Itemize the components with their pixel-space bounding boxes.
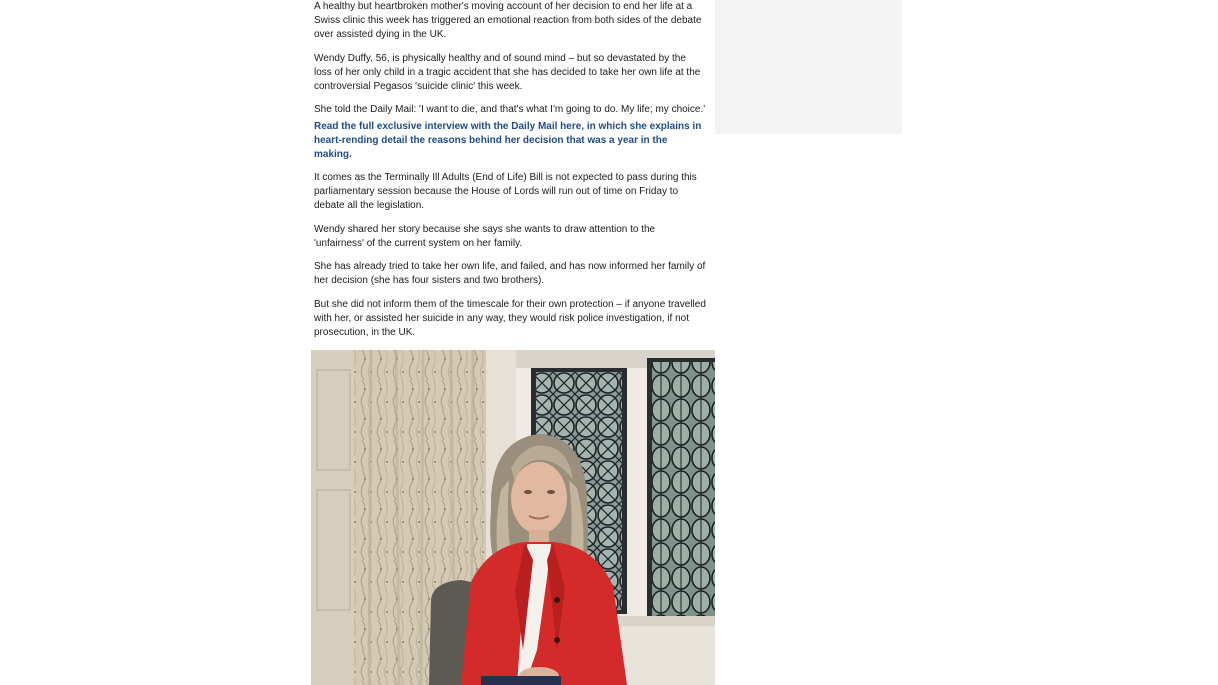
full-interview-link[interactable]: Read the full exclusive interview with the Daily Mail here, in which she explains in heart-rending detail the reasons behind her decision that was a year in the making.: [314, 120, 702, 160]
article-paragraph-5: Wendy shared her story because she says she wants to draw attention to the 'unfairness' of the current system on her family.: [314, 223, 656, 249]
article-paragraph-1: A healthy but heartbroken mother's moving account of her decision to end her life at a Swiss clinic this week has triggered an emotional reaction from both sides of the debate over assisted dying in the UK.: [314, 1, 702, 40]
article-paragraph-4: It comes as the Terminally Ill Adults (End of Life) Bill is not expected to pass during this parliamentary session because the House of Lords will run out of time on Friday to debate all the legislation.: [314, 172, 697, 211]
sidebar-ad-placeholder: [715, 0, 902, 134]
article-paragraph-3: She told the Daily Mail: 'I want to die, and that's what I'm going to do. My life; my choice.': [314, 104, 706, 115]
article-paragraph-2: Wendy Duffy, 56, is physically healthy and of sound mind – but so devastated by the loss of her only child in a tragic accident that she has decided to take her own life at the controversial Pegasos 'suicide clinic' this week.: [314, 52, 701, 92]
article-photo: [311, 350, 715, 685]
article-paragraph-6: She has already tried to take her own life, and failed, and has now informed her family of her decision (she has four sisters and two brothers).: [314, 261, 706, 286]
article-paragraph-7: But she did not inform them of the timescale for their own protection – if anyone travelled with her, or assisted her suicide in any way, they would risk police investigation, if not prosecution, in the UK.: [314, 298, 706, 338]
article-body: [314, 0, 706, 349]
